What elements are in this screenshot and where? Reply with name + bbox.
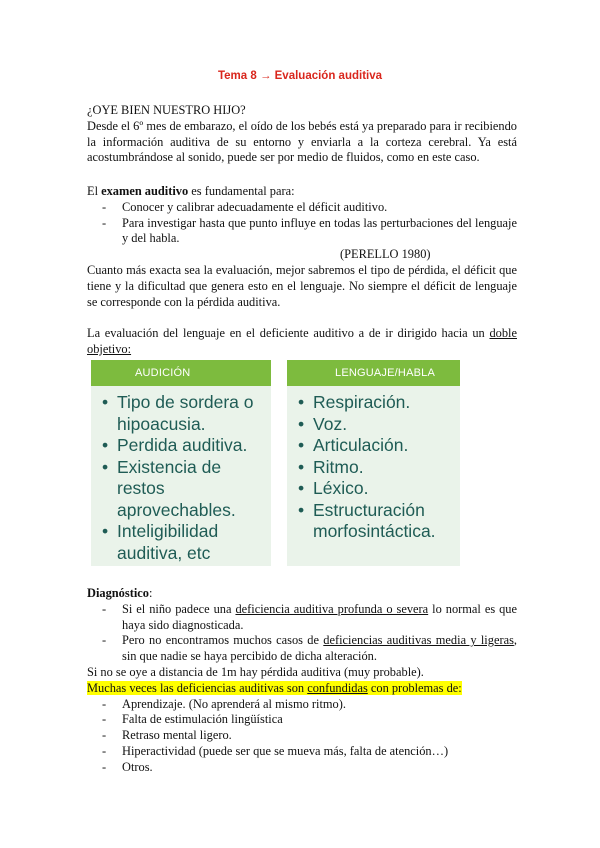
list-item: • Voz. xyxy=(297,414,460,436)
diagnostico-section xyxy=(87,586,517,776)
exam-prefix: El xyxy=(87,184,102,198)
page-title: Tema 8 → Evaluación auditiva xyxy=(217,70,383,82)
list-item: • Léxico. xyxy=(297,478,460,500)
list-item: - Conocer y calibrar adecuadamente el déficit auditivo. xyxy=(87,200,517,216)
list-item xyxy=(87,602,517,634)
list-item: - Falta de estimulación lingüística xyxy=(87,712,517,728)
confused-line xyxy=(87,681,517,697)
exam-bold: examen auditivo xyxy=(101,184,189,198)
list-item: • Ritmo. xyxy=(297,457,460,479)
item-text: Si el niño padece una xyxy=(122,601,236,616)
highlight-underlined: confundidas xyxy=(307,680,368,695)
exam-section xyxy=(87,184,517,310)
list-item xyxy=(87,633,517,665)
list-item: • Articulación. xyxy=(297,435,460,457)
list-item: - Retraso mental ligero. xyxy=(87,728,517,744)
lenguaje-header: LENGUAJE/HABLA xyxy=(287,360,460,386)
list-item: - Hiperactividad (puede ser que se mueva más, falta de atención…) xyxy=(87,744,517,760)
list-item: • Inteligibilidad auditiva, etc xyxy=(101,521,271,564)
evaluation-underlined: doble objetivo: xyxy=(87,326,517,356)
exam-suffix: es fundamental para: xyxy=(188,184,295,198)
diagnostico-colon: : xyxy=(148,586,153,600)
item-text: Pero no encontramos muchos casos de xyxy=(122,633,324,648)
intro-heading: ¿OYE BIEN NUESTRO HIJO? xyxy=(87,103,246,117)
diagnostico-list xyxy=(87,602,517,665)
distance-note: Si no se oye a distancia de 1m hay pérdida auditiva (muy probable). xyxy=(87,664,424,679)
list-item: • Respiración. xyxy=(297,392,460,414)
item-text: lo normal es que haya sido diagnosticada. xyxy=(122,601,518,632)
diagnostico-heading-line xyxy=(87,586,517,602)
intro-text: Desde el 6º mes de embarazo, el oído de los bebés está ya preparado para ir recibiendo la información auditiva de su entorno y enviarla a la corteza cerebral. Ya está acostumbrándose al sonido, puede ser por medio de fluidos, como en este caso. xyxy=(87,118,517,165)
audicion-header: AUDICIÓN xyxy=(91,360,271,386)
audicion-panel xyxy=(91,360,271,566)
lenguaje-list xyxy=(287,386,460,543)
list-item: • Perdida auditiva. xyxy=(101,435,271,457)
audicion-list xyxy=(91,386,271,564)
evaluation-paragraph xyxy=(87,326,517,358)
diagnostico-heading: Diagnóstico xyxy=(87,586,149,600)
highlight-text: Muchas veces las deficiencias auditivas son xyxy=(87,680,308,695)
exam-list xyxy=(87,200,517,247)
intro-section xyxy=(87,103,517,166)
citation: (PERELLO 1980) xyxy=(340,247,431,262)
list-item: • Estructuración morfosintáctica. xyxy=(297,500,460,543)
list-item: - Para investigar hasta que punto influye en todas las perturbaciones del lenguaje y del habla. xyxy=(87,216,517,248)
list-item: - Otros. xyxy=(87,760,517,776)
confused-list xyxy=(87,697,517,776)
exam-paragraph: Cuanto más exacta sea la evaluación, mejor sabremos el tipo de pérdida, el déficit que tiene y la dificultad que genera esto en el lenguaje. No siempre el déficit de lenguaje se corresponde con la pérdida auditiva. xyxy=(87,262,517,309)
list-item: • Existencia de restos aprovechables. xyxy=(101,457,271,522)
item-underlined: deficiencia auditiva profunda o severa xyxy=(235,601,429,616)
highlight-text: con problemas de: xyxy=(367,680,462,695)
lenguaje-panel xyxy=(287,360,460,566)
list-item: • Tipo de sordera o hipoacusia. xyxy=(101,392,271,435)
item-underlined: deficiencias auditivas media y ligeras xyxy=(323,633,514,648)
item-text: , sin que nadie se haya percibido de dicha alteración. xyxy=(122,633,517,664)
exam-lead xyxy=(87,184,517,200)
evaluation-text xyxy=(87,326,517,358)
list-item: - Aprendizaje. (No aprenderá al mismo ritmo). xyxy=(87,697,517,713)
evaluation-lead: La evaluación del lenguaje en el deficiente auditivo a de ir dirigido hacia un xyxy=(87,326,490,340)
